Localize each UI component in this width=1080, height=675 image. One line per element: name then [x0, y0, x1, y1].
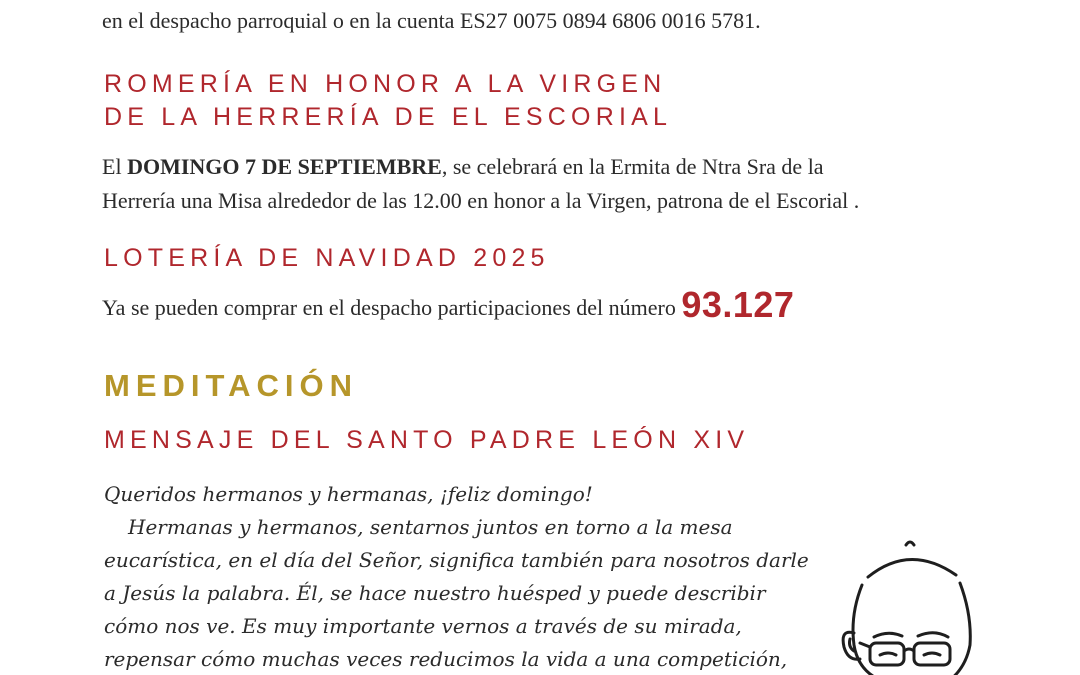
message-line-2: Hermanas y hermanos, sentarnos juntos en torno a la mesa — [128, 515, 733, 539]
romeria-date: DOMINGO 7 DE SEPTIEMBRE — [127, 154, 442, 179]
romeria-heading-line1: ROMERÍA EN HONOR A LA VIRGEN — [104, 70, 667, 98]
romeria-text-rest: , se celebrará en la Ermita de Ntra Sra de la — [441, 154, 824, 179]
message-line-5: cómo nos ve. Es muy importante vernos a través de su mirada, — [104, 614, 742, 638]
pope-portrait-icon — [810, 535, 1010, 675]
account-line: en el despacho parroquial o en la cuenta ES27 0075 0894 6806 0016 5781. — [102, 8, 761, 33]
loteria-number: 93.127 — [681, 284, 795, 325]
romeria-prefix: El — [102, 154, 128, 179]
loteria-heading: LOTERÍA DE NAVIDAD 2025 — [104, 244, 550, 272]
account-text — [102, 4, 761, 38]
message-line-4: a Jesús la palabra. Él, se hace nuestro huésped y puede describir — [104, 581, 766, 605]
romeria-text-line2: Herrería una Misa alrededor de las 12.00 en honor a la Virgen, patrona de el Escorial . — [102, 188, 860, 213]
mensaje-subheading: MENSAJE DEL SANTO PADRE LEÓN XIV — [104, 426, 750, 454]
meditacion-heading: MEDITACIÓN — [104, 368, 359, 403]
loteria-text — [102, 284, 795, 325]
romeria-heading-line2: DE LA HERRERÍA DE EL ESCORIAL — [104, 103, 673, 131]
message-line-6: repensar cómo muchas veces reducimos la vida a una competición, — [104, 647, 788, 671]
message-line-1: Queridos hermanos y hermanas, ¡feliz domingo! — [104, 482, 593, 506]
message-line-3: eucarística, en el día del Señor, significa también para nosotros darle — [104, 548, 809, 572]
loteria-text-body: Ya se pueden comprar en el despacho participaciones del número — [102, 295, 682, 320]
romeria-text-line1 — [102, 150, 824, 184]
